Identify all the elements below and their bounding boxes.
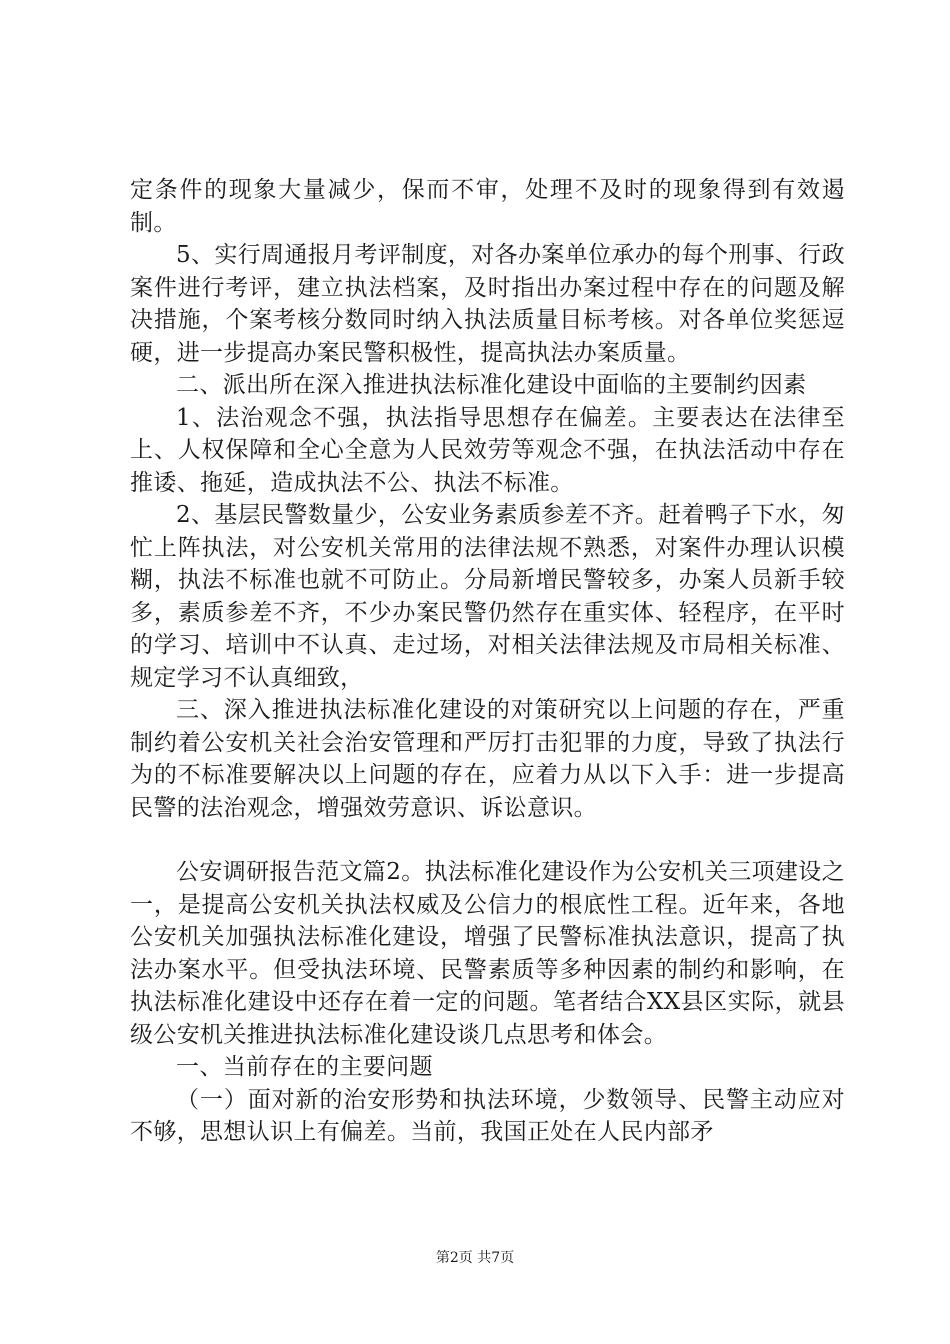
paragraph-item-5: 5、实行周通报月考评制度，对各办案单位承办的每个刑事、行政案件进行考评，建立执法档案，及时指出办案过程中存在的问题及解决措施，个案考核分数同时纳入执法质量目标考核。对各单位奖惩逗硬，进一步提高办案民警积极性，提高执法办案质量。 (130, 242, 845, 366)
paragraph-problem-1: （一）面对新的治安形势和执法环境，少数领导、民警主动应对不够，思想认识上有偏差。当前，我国正处在人民内部矛 (130, 1086, 845, 1145)
paragraph-constraint-2: 2、基层民警数量少，公安业务素质参差不齐。赶着鸭子下水，匆忙上阵执法，对公安机关常用的法律法规不熟悉，对案件办理认识模糊，执法不标准也就不可防止。分局新增民警较多，办案人员新手较多，素质参差不齐，不少办案民警仍然存在重实体、轻程序，在平时的学习、培训中不认真、走过场，对相关法律法规及市局相关标准、规定学习不认真细致， (130, 502, 845, 691)
document-body (130, 174, 845, 1149)
section-heading-2: 二、派出所在深入推进执法标准化建设中面临的主要制约因素 (176, 372, 807, 398)
section-heading-current-problems: 一、当前存在的主要问题 (176, 1054, 433, 1080)
section-heading-3: 三、深入推进执法标准化建设的对策研究以上问题的存在，严重制约着公安机关社会治安管理和严厉打击犯罪的力度，导致了执法行为的不标准要解决以上问题的存在，应着力从以下入手：进一步提高民警的法治观念，增强效劳意识、诉讼意识。 (130, 697, 845, 821)
paragraph-article-2-intro: 公安调研报告范文篇2。执法标准化建设作为公安机关三项建设之一，是提高公安机关执法权威及公信力的根底性工程。近年来，各地公安机关加强执法标准化建设，增强了民警标准执法意识，提高了执法办案水平。但受执法环境、民警素质等多种因素的制约和影响，在执法标准化建设中还存在着一定的问题。笔者结合XX县区实际，就县级公安机关推进执法标准化建设谈几点思考和体会。 (130, 859, 845, 1048)
paragraph-continuation: 定条件的现象大量减少，保而不审，处理不及时的现象得到有效遏制。 (130, 177, 845, 236)
paragraph-constraint-1: 1、法治观念不强，执法指导思想存在偏差。主要表达在法律至上、人权保障和全心全意为人民效劳等观念不强，在执法活动中存在推诿、拖延，造成执法不公、执法不标准。 (130, 404, 845, 496)
page-number-footer: 第2页 共7页 (435, 1250, 515, 1266)
